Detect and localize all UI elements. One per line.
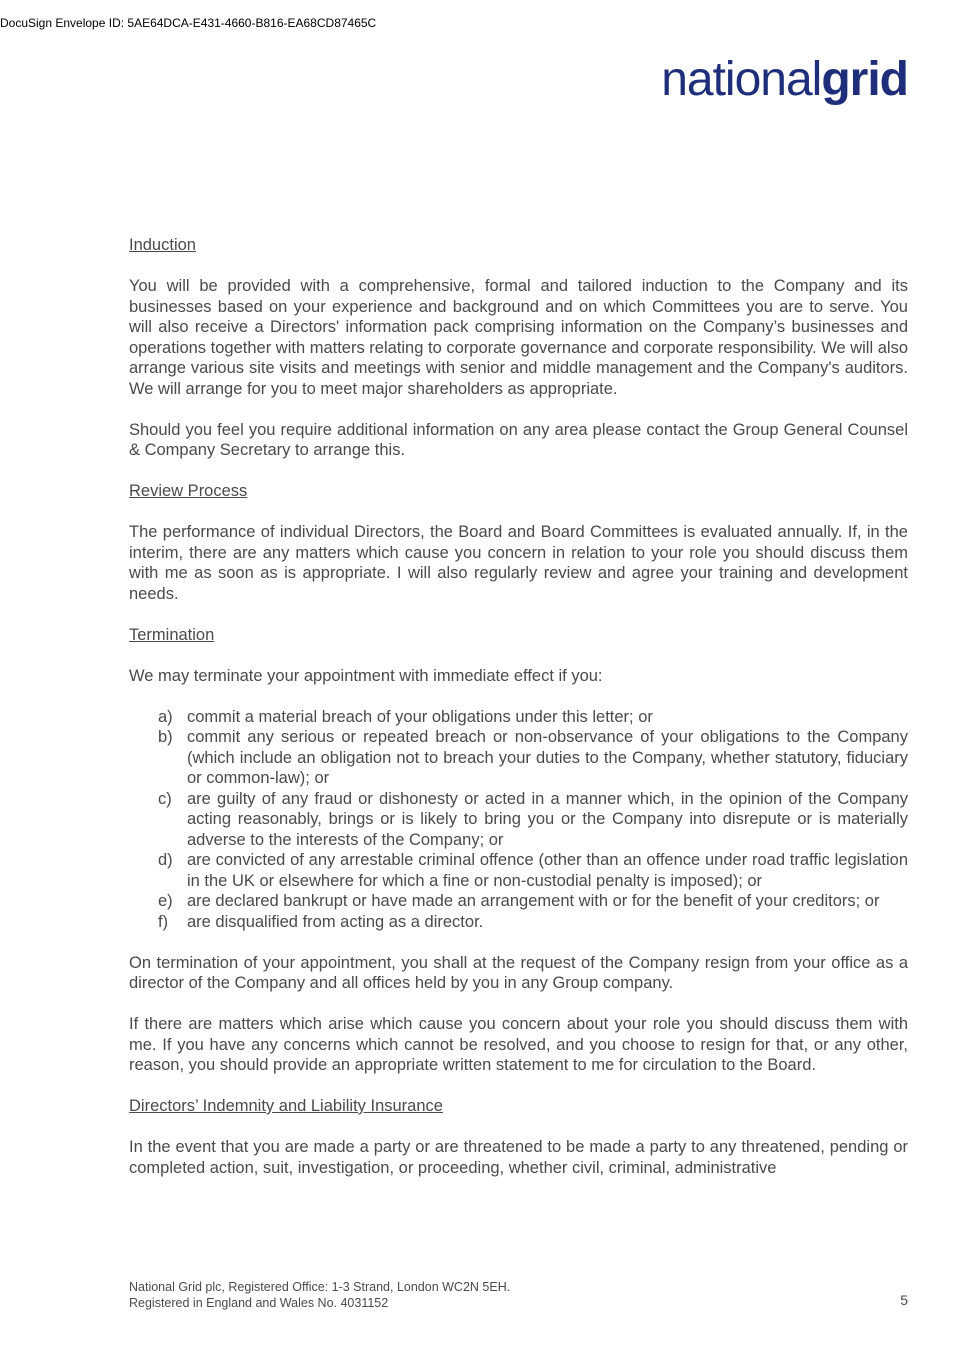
list-item-text: are disqualified from acting as a director. (187, 912, 484, 931)
review-process-paragraph: The performance of individual Directors, the Board and Board Committees is evaluated annually. If, in the interim, there are any matters which cause you concern in relation to your role you should discuss them with me as soon as is appropriate. I will also regularly review and agree your training and development needs. (129, 523, 908, 603)
induction-paragraph-1: You will be provided with a comprehensive, formal and tailored induction to the Company and its businesses based on your experience and background and on which Committees you are to serve. You will also receive a Directors' information pack comprising information on the Company’s businesses and operations together with matters relating to corporate governance and corporate responsibility. We will also arrange various site visits and meetings with senior and middle management and the Company's auditors. We will arrange for you to meet major shareholders as appropriate. (129, 277, 908, 398)
induction-paragraph-2: Should you feel you require additional information on any area please contact the Group General Counsel & Company Secretary to arrange this. (129, 420, 908, 459)
list-item-text: are guilty of any fraud or dishonesty or acted in a manner which, in the opinion of the Company acting reasonably, brings or is likely to bring you or the Company into disrepute or is materially adverse to the interests of the Company; or (187, 789, 908, 849)
induction-heading: Induction (129, 236, 196, 254)
termination-paragraph-2: If there are matters which arise which cause you concern about your role you should discuss them with me. If you have any concerns which cannot be resolved, and you choose to resign for that, or any other, reason, you should provide an appropriate written statement to me for circulation to the Board. (129, 1015, 908, 1074)
list-marker: e) (158, 892, 173, 910)
logo-grid: grid (821, 53, 908, 106)
list-item (129, 727, 908, 789)
indemnity-heading: Directors’ Indemnity and Liability Insurance (129, 1097, 443, 1115)
logo-national: national (661, 53, 822, 106)
list-marker: d) (158, 851, 173, 869)
list-item (129, 707, 908, 728)
list-item (129, 891, 908, 912)
list-marker: a) (158, 707, 173, 726)
letter-body (129, 235, 908, 1199)
termination-conditions-list (129, 707, 908, 933)
national-grid-logo (661, 52, 908, 107)
list-item (129, 789, 908, 851)
page-number: 5 (900, 1292, 908, 1308)
indemnity-paragraph: In the event that you are made a party or are threatened to be made a party to any threatened, pending or completed action, suit, investigation, or proceeding, whether civil, criminal, administrative (129, 1138, 908, 1177)
list-marker: c) (158, 789, 172, 808)
footer-registration (129, 1279, 510, 1311)
list-item (129, 850, 908, 891)
list-item (129, 912, 908, 933)
list-marker: f) (158, 912, 169, 931)
footer-office-address: National Grid plc, Registered Office: 1-3 Strand, London WC2N 5EH. (129, 1280, 511, 1294)
termination-intro: We may terminate your appointment with immediate effect if you: (129, 666, 603, 685)
review-process-heading: Review Process (129, 482, 248, 500)
list-item-text: commit a material breach of your obligations under this letter; or (187, 707, 653, 726)
footer-registration-number: Registered in England and Wales No. 4031152 (129, 1296, 389, 1310)
docusign-envelope-id: DocuSign Envelope ID: 5AE64DCA-E431-4660-B816-EA68CD87465C (0, 16, 377, 30)
list-item-text: are declared bankrupt or have made an arrangement with or for the benefit of your creditors; or (187, 892, 880, 910)
list-marker: b) (158, 728, 173, 746)
termination-heading: Termination (129, 625, 215, 644)
list-item-text: are convicted of any arrestable criminal offence (other than an offence under road traffic legislation in the UK or elsewhere for which a fine or non-custodial penalty is imposed); or (187, 851, 908, 890)
list-item-text: commit any serious or repeated breach or non-observance of your obligations to the Company (which include an obligation not to breach your duties to the Company, whether statutory, fiduciary or common-law); or (187, 728, 908, 787)
termination-paragraph-1: On termination of your appointment, you shall at the request of the Company resign from your office as a director of the Company and all offices held by you in any Group company. (129, 953, 908, 992)
